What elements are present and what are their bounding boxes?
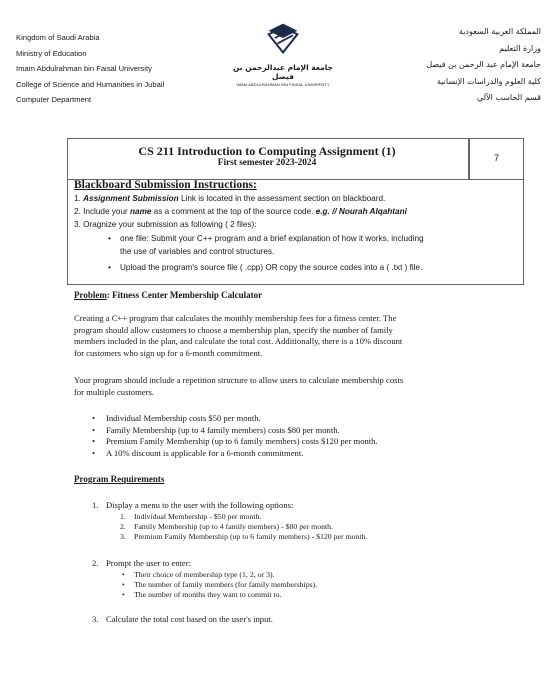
logo-english-text: IMAM ABDULRAHMAN BIN FAISAL UNIVERSITY [236, 82, 330, 87]
bullet-icon: • [108, 263, 111, 272]
problem-paragraph [74, 375, 489, 398]
header-right-line: المملكة العربية السعودية [458, 27, 541, 36]
header-right-line: وزارة التعليم [499, 43, 541, 53]
header-right [426, 24, 541, 107]
requirement-text: Prompt the user to enter: [106, 558, 191, 568]
list-item: Individual Membership - $50 per month. [134, 512, 262, 521]
bullet-icon: • [122, 580, 125, 589]
paragraph-line: Your program should include a repetition structure to allow users to calculate membership costs [74, 375, 404, 385]
instruction-item [74, 218, 257, 231]
sub-number: 1. [120, 512, 126, 521]
problem-heading-text: Problem: Fitness Center Membership Calculator [74, 290, 263, 300]
paragraph-line: for multiple customers. [74, 386, 154, 397]
problem-heading [74, 290, 262, 300]
list-item: A 10% discount is applicable for a 6-month commitment. [106, 447, 304, 458]
item-number: 1. [74, 194, 81, 203]
header-right-line: كلية العلوم والدراسات الإنسانية [436, 76, 541, 86]
instruction-subitem: Upload the program's source file ( .cpp) OR copy the source codes into a ( .txt ) file. [120, 263, 423, 272]
instruction-item [74, 205, 407, 218]
header-left-line: Computer Department [16, 95, 92, 104]
problem-paragraph [74, 313, 489, 359]
list-item: Their choice of membership type (1, 2, or 3). [134, 570, 275, 579]
header-left-line: College of Science and Humanities in Jubail [16, 79, 165, 89]
bullet-icon: • [92, 447, 96, 458]
list-item: Family Membership (up to 4 family members) - $80 per month. [134, 522, 334, 531]
requirement-text: Calculate the total cost based on the user's input. [106, 614, 273, 624]
bullet-icon: • [122, 590, 125, 599]
item-example-text: e.g. // Nourah Alqahtani [315, 207, 407, 216]
sub-bullets [122, 570, 125, 600]
prompt-items [134, 570, 317, 600]
item-text: Include your [83, 207, 131, 216]
logo-emblem-icon [265, 20, 301, 56]
item-text: Oragnize your submission as following ( 2 files): [83, 220, 257, 229]
paragraph-line: program should allow customers to choose a membership plan, specify the number of family [74, 324, 393, 335]
requirements-heading: Program Requirements [74, 474, 165, 484]
requirement-number: 3. [92, 614, 99, 624]
list-item: Premium Family Membership (up to 6 family members) - $120 per month. [134, 532, 368, 541]
header-left-line: Kingdom of Saudi Arabia [16, 33, 100, 42]
pricing-bullets [106, 413, 378, 459]
bullet-list-markers [92, 413, 95, 459]
blackboard-heading: Blackboard Submission Instructions: [74, 179, 257, 191]
requirement-text: Display a menu to the user with the following options: [106, 500, 294, 510]
header-left [16, 30, 164, 108]
header-left-line: Imam Abdulrahman bin Faisal University [16, 64, 152, 73]
header-right-line: جامعة الإمام عبد الرحمن بن فيصل [426, 60, 541, 69]
instruction-item [74, 192, 385, 205]
logo-arabic-text: جامعة الإمام عبدالرحمن بن فيصل [233, 63, 333, 81]
item-number: 2. [74, 207, 81, 216]
bullet-icon: • [108, 234, 111, 243]
item-number: 3. [74, 220, 81, 229]
assignment-subtitle: First semester 2023-2024 [217, 158, 317, 168]
list-item: Individual Membership costs $50 per month. [106, 413, 261, 423]
bullet-icon: • [122, 570, 125, 579]
sub-number: 2. [120, 522, 126, 531]
item-text: Link is located in the assessment section on blackboard. [178, 194, 386, 203]
grade-value: 7 [493, 153, 499, 163]
instruction-subitem [120, 232, 424, 258]
header-right-line: قسم الحاسب الآلي [476, 93, 541, 102]
list-item: The number of family members (for family memberships). [134, 580, 318, 589]
item-bold-text: Assignment Submission [83, 194, 179, 203]
assignment-title: CS 211 Introduction to Computing Assignment (1) [138, 144, 396, 158]
header-left-line: Ministry of Education [16, 48, 87, 58]
list-item: The number of months they want to commit to. [134, 590, 282, 599]
grade-box [469, 138, 524, 180]
item-bold-text: name [130, 207, 152, 216]
paragraph-line: members included in the plan, and calculate the total cost. Additionally, there is a 10% discount [74, 336, 403, 346]
paragraph-line: Creating a C++ program that calculates the monthly membership fees for a fitness center. The [74, 313, 397, 323]
list-item: Family Membership (up to 4 family members) costs $80 per month. [106, 424, 340, 435]
sub-numbers [120, 512, 126, 542]
list-item: Premium Family Membership (up to 6 family members) costs $120 per month. [106, 436, 378, 447]
subitem-line: the use of variables and control structures. [120, 247, 275, 256]
requirement-number: 1. [92, 500, 99, 510]
item-text: as a comment at the top of the source code. [151, 207, 316, 216]
sub-number: 3. [120, 532, 126, 541]
menu-options [134, 512, 367, 542]
bullet-icon: • [92, 413, 96, 423]
bullet-icon: • [92, 424, 96, 435]
requirement-number: 2. [92, 558, 99, 568]
paragraph-line: for customers who sign up for a 6-month commitment. [74, 347, 263, 358]
university-logo [228, 20, 338, 100]
subitem-line: one file: Submit your C++ program and a brief explanation of how it works, including [120, 234, 424, 243]
bullet-icon: • [92, 436, 96, 447]
